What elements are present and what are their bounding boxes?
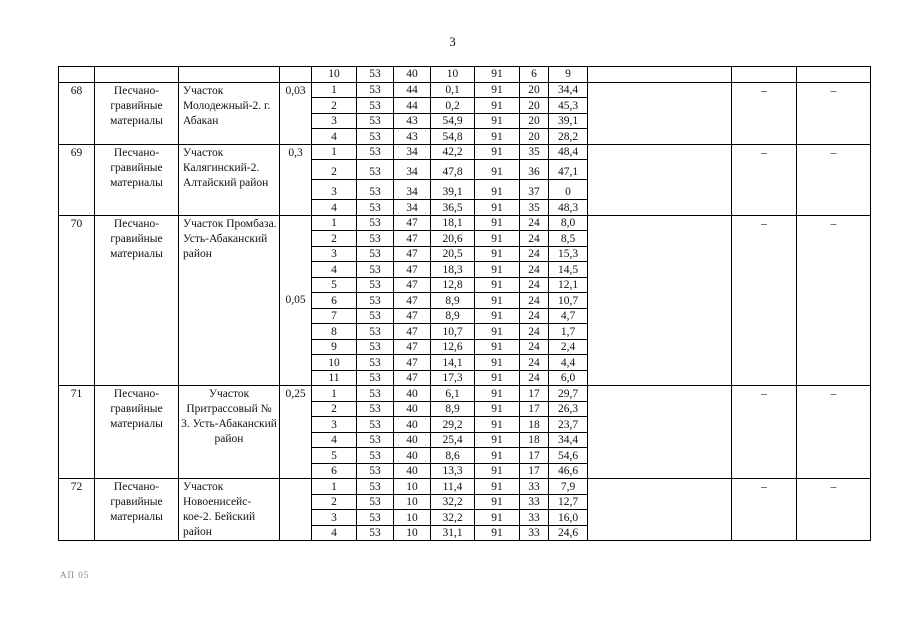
coord-cell: 53 xyxy=(357,448,394,464)
coord-cell: 47 xyxy=(394,355,431,371)
coord-cell: 28,2 xyxy=(549,129,588,145)
point-number: 3 xyxy=(312,417,357,433)
coord-cell: 53 xyxy=(357,231,394,247)
point-number: 2 xyxy=(312,98,357,114)
coord-cell: 26,3 xyxy=(549,401,588,417)
coord-cell: 40 xyxy=(394,401,431,417)
coord-cell: 17 xyxy=(520,448,549,464)
coord-cell: 34 xyxy=(394,180,431,200)
coord-cell: 91 xyxy=(475,293,520,309)
point-number: 1 xyxy=(312,479,357,495)
coord-cell: 47 xyxy=(394,324,431,340)
coord-cell: 40 xyxy=(394,67,431,83)
coord-cell: 53 xyxy=(357,417,394,433)
coord-cell: 91 xyxy=(475,277,520,293)
coord-cell: 47 xyxy=(394,308,431,324)
coord-cell: 53 xyxy=(357,432,394,448)
coord-cell: 18,3 xyxy=(431,262,475,278)
coord-cell: 40 xyxy=(394,448,431,464)
coord-cell: 10 xyxy=(394,494,431,510)
coord-cell: 24 xyxy=(520,370,549,386)
point-number: 5 xyxy=(312,277,357,293)
entry-number: 69 xyxy=(59,144,95,215)
coord-cell: 44 xyxy=(394,98,431,114)
point-number: 11 xyxy=(312,370,357,386)
table-row xyxy=(59,144,871,160)
point-number: 7 xyxy=(312,308,357,324)
coord-cell: 48,4 xyxy=(549,144,588,160)
coord-cell: 17 xyxy=(520,386,549,402)
empty-cell xyxy=(95,67,179,83)
coord-cell: 33 xyxy=(520,525,549,541)
coord-cell: 8,0 xyxy=(549,215,588,231)
area-value: 0,25 xyxy=(280,386,312,479)
point-number: 4 xyxy=(312,129,357,145)
point-number: 4 xyxy=(312,200,357,216)
coord-cell: 33 xyxy=(520,494,549,510)
coord-cell: 91 xyxy=(475,525,520,541)
coord-cell: 8,9 xyxy=(431,308,475,324)
coord-cell: 16,0 xyxy=(549,510,588,526)
coord-cell: 20 xyxy=(520,113,549,129)
coord-cell: 0 xyxy=(549,180,588,200)
point-number: 2 xyxy=(312,401,357,417)
coord-cell: 20,6 xyxy=(431,231,475,247)
coord-cell: 91 xyxy=(475,479,520,495)
coord-cell: 34,4 xyxy=(549,432,588,448)
coord-cell: 33 xyxy=(520,479,549,495)
coord-cell: 0,2 xyxy=(431,98,475,114)
dash-cell: – xyxy=(797,479,871,541)
coord-cell: 47,8 xyxy=(431,160,475,180)
coord-cell: 91 xyxy=(475,463,520,479)
coord-cell: 32,2 xyxy=(431,494,475,510)
dash-cell: – xyxy=(732,479,797,541)
coord-cell: 17,3 xyxy=(431,370,475,386)
coord-cell: 53 xyxy=(357,494,394,510)
coord-cell: 24 xyxy=(520,277,549,293)
material-name: Песчано-гравийные материалы xyxy=(95,144,179,215)
coord-cell: 53 xyxy=(357,386,394,402)
table-row xyxy=(59,67,871,83)
empty-cell xyxy=(59,67,95,83)
coord-cell: 53 xyxy=(357,463,394,479)
coord-cell: 91 xyxy=(475,510,520,526)
point-number: 1 xyxy=(312,144,357,160)
coord-cell: 18,1 xyxy=(431,215,475,231)
coord-cell: 91 xyxy=(475,324,520,340)
coord-cell: 47 xyxy=(394,246,431,262)
coord-cell: 24 xyxy=(520,339,549,355)
coord-cell: 47 xyxy=(394,277,431,293)
coord-cell: 24 xyxy=(520,231,549,247)
coord-cell: 53 xyxy=(357,180,394,200)
site-name: Участок Промбаза. Усть-Абаканский район xyxy=(179,215,280,386)
entry-number: 70 xyxy=(59,215,95,386)
coord-cell: 47,1 xyxy=(549,160,588,180)
area-value: 0,03 xyxy=(280,82,312,144)
point-number: 6 xyxy=(312,293,357,309)
coord-cell: 91 xyxy=(475,67,520,83)
coord-cell: 32,2 xyxy=(431,510,475,526)
coord-cell: 53 xyxy=(357,215,394,231)
point-number: 2 xyxy=(312,494,357,510)
coord-cell: 36 xyxy=(520,160,549,180)
dash-cell: – xyxy=(732,386,797,479)
coord-cell: 35 xyxy=(520,144,549,160)
coord-cell: 1,7 xyxy=(549,324,588,340)
coord-cell: 25,4 xyxy=(431,432,475,448)
coord-cell: 54,6 xyxy=(549,448,588,464)
coord-cell: 91 xyxy=(475,370,520,386)
coord-cell: 40 xyxy=(394,386,431,402)
coord-cell: 20 xyxy=(520,82,549,98)
coord-cell: 91 xyxy=(475,417,520,433)
coord-cell: 6 xyxy=(520,67,549,83)
coord-cell: 4,7 xyxy=(549,308,588,324)
empty-cell xyxy=(588,144,732,215)
coord-cell: 18 xyxy=(520,417,549,433)
coord-cell: 2,4 xyxy=(549,339,588,355)
coord-cell: 91 xyxy=(475,129,520,145)
coord-cell: 91 xyxy=(475,262,520,278)
coord-cell: 24 xyxy=(520,324,549,340)
dash-cell: – xyxy=(797,144,871,215)
material-name: Песчано-гравийные материалы xyxy=(95,82,179,144)
coord-cell: 24 xyxy=(520,355,549,371)
coord-cell: 14,1 xyxy=(431,355,475,371)
coord-cell: 91 xyxy=(475,494,520,510)
coord-cell: 53 xyxy=(357,144,394,160)
coord-cell: 12,7 xyxy=(549,494,588,510)
deposits-table xyxy=(58,66,871,541)
coord-cell: 33 xyxy=(520,510,549,526)
coord-cell: 91 xyxy=(475,215,520,231)
coord-cell: 24,6 xyxy=(549,525,588,541)
coord-cell: 10 xyxy=(394,479,431,495)
coord-cell: 91 xyxy=(475,113,520,129)
coord-cell: 91 xyxy=(475,355,520,371)
empty-cell xyxy=(280,67,312,83)
empty-cell xyxy=(588,479,732,541)
coord-cell: 53 xyxy=(357,262,394,278)
coord-cell: 40 xyxy=(394,432,431,448)
coord-cell: 47 xyxy=(394,262,431,278)
site-name: Участок Новоенисейс-кое-2. Бейский район xyxy=(179,479,280,541)
dash-cell: – xyxy=(732,215,797,386)
coord-cell: 24 xyxy=(520,215,549,231)
coord-cell: 91 xyxy=(475,386,520,402)
coord-cell: 20 xyxy=(520,129,549,145)
coord-cell: 35 xyxy=(520,200,549,216)
coord-cell: 24 xyxy=(520,246,549,262)
coord-cell: 24 xyxy=(520,308,549,324)
point-number: 2 xyxy=(312,160,357,180)
coord-cell: 29,2 xyxy=(431,417,475,433)
empty-cell xyxy=(588,215,732,386)
coord-cell: 4,4 xyxy=(549,355,588,371)
coord-cell: 43 xyxy=(394,113,431,129)
coord-cell: 53 xyxy=(357,525,394,541)
coord-cell: 8,9 xyxy=(431,401,475,417)
coord-cell: 18 xyxy=(520,432,549,448)
coord-cell: 10 xyxy=(394,510,431,526)
coord-cell: 91 xyxy=(475,448,520,464)
point-number: 1 xyxy=(312,386,357,402)
coord-cell: 12,8 xyxy=(431,277,475,293)
dash-cell: – xyxy=(732,82,797,144)
point-number: 3 xyxy=(312,510,357,526)
material-name: Песчано-гравийные материалы xyxy=(95,386,179,479)
coord-cell: 6,0 xyxy=(549,370,588,386)
site-name: Участок Притрассовый № 3. Усть-Абаканский район xyxy=(179,386,280,479)
entry-number: 72 xyxy=(59,479,95,541)
coord-cell: 53 xyxy=(357,293,394,309)
coord-cell: 42,2 xyxy=(431,144,475,160)
coord-cell: 47 xyxy=(394,370,431,386)
coord-cell: 54,9 xyxy=(431,113,475,129)
coord-cell: 37 xyxy=(520,180,549,200)
coord-cell: 53 xyxy=(357,401,394,417)
coord-cell: 17 xyxy=(520,401,549,417)
coord-cell: 91 xyxy=(475,180,520,200)
coord-cell: 53 xyxy=(357,324,394,340)
coord-cell: 10,7 xyxy=(431,324,475,340)
coord-cell: 48,3 xyxy=(549,200,588,216)
coord-cell: 39,1 xyxy=(431,180,475,200)
point-number: 6 xyxy=(312,463,357,479)
table-row xyxy=(59,386,871,402)
coord-cell: 34 xyxy=(394,144,431,160)
empty-cell xyxy=(179,67,280,83)
coord-cell: 53 xyxy=(357,200,394,216)
coord-cell: 20,5 xyxy=(431,246,475,262)
coord-cell: 8,6 xyxy=(431,448,475,464)
point-number: 5 xyxy=(312,448,357,464)
coord-cell: 34 xyxy=(394,200,431,216)
coord-cell: 24 xyxy=(520,262,549,278)
material-name: Песчано-гравийные материалы xyxy=(95,479,179,541)
area-value: 0,3 xyxy=(280,144,312,215)
coord-cell: 10 xyxy=(394,525,431,541)
coord-cell: 12,1 xyxy=(549,277,588,293)
empty-cell xyxy=(797,67,871,83)
coord-cell: 53 xyxy=(357,277,394,293)
entry-number: 71 xyxy=(59,386,95,479)
point-number: 3 xyxy=(312,246,357,262)
coord-cell: 15,3 xyxy=(549,246,588,262)
coord-cell: 53 xyxy=(357,160,394,180)
entry-number: 68 xyxy=(59,82,95,144)
coord-cell: 91 xyxy=(475,98,520,114)
coord-cell: 23,7 xyxy=(549,417,588,433)
point-number: 10 xyxy=(312,355,357,371)
area-value: 0,05 xyxy=(280,215,312,386)
empty-cell xyxy=(588,67,732,83)
coord-cell: 9 xyxy=(549,67,588,83)
coord-cell: 53 xyxy=(357,113,394,129)
coord-cell: 31,1 xyxy=(431,525,475,541)
coord-cell: 46,6 xyxy=(549,463,588,479)
coord-cell: 91 xyxy=(475,246,520,262)
coord-cell: 91 xyxy=(475,432,520,448)
coord-cell: 12,6 xyxy=(431,339,475,355)
coord-cell: 34 xyxy=(394,160,431,180)
dash-cell: – xyxy=(797,82,871,144)
site-name: Участок Калягинский-2. Алтайский район xyxy=(179,144,280,215)
coord-cell: 14,5 xyxy=(549,262,588,278)
coord-cell: 11,4 xyxy=(431,479,475,495)
coord-cell: 53 xyxy=(357,67,394,83)
coord-cell: 54,8 xyxy=(431,129,475,145)
coord-cell: 8,5 xyxy=(549,231,588,247)
coord-cell: 91 xyxy=(475,401,520,417)
point-number: 4 xyxy=(312,525,357,541)
coord-cell: 47 xyxy=(394,339,431,355)
coord-cell: 20 xyxy=(520,98,549,114)
coord-cell: 0,1 xyxy=(431,82,475,98)
coord-cell: 47 xyxy=(394,293,431,309)
coord-cell: 36,5 xyxy=(431,200,475,216)
point-number: 9 xyxy=(312,339,357,355)
coord-cell: 6,1 xyxy=(431,386,475,402)
coord-cell: 8,9 xyxy=(431,293,475,309)
coord-cell: 91 xyxy=(475,339,520,355)
dash-cell: – xyxy=(732,144,797,215)
coord-cell: 53 xyxy=(357,246,394,262)
coord-cell: 13,3 xyxy=(431,463,475,479)
point-number: 1 xyxy=(312,215,357,231)
page-number: 3 xyxy=(449,34,456,49)
coord-cell: 40 xyxy=(394,463,431,479)
coord-cell: 10 xyxy=(312,67,357,83)
coord-cell: 45,3 xyxy=(549,98,588,114)
area-value xyxy=(280,479,312,541)
coord-cell: 7,9 xyxy=(549,479,588,495)
point-number: 8 xyxy=(312,324,357,340)
table-row xyxy=(59,479,871,495)
material-name: Песчано-гравийные материалы xyxy=(95,215,179,386)
coord-cell: 53 xyxy=(357,355,394,371)
coord-cell: 43 xyxy=(394,129,431,145)
coord-cell: 53 xyxy=(357,129,394,145)
coord-cell: 91 xyxy=(475,308,520,324)
coord-cell: 40 xyxy=(394,417,431,433)
coord-cell: 44 xyxy=(394,82,431,98)
coord-cell: 17 xyxy=(520,463,549,479)
coord-cell: 91 xyxy=(475,144,520,160)
coord-cell: 53 xyxy=(357,370,394,386)
coord-cell: 47 xyxy=(394,215,431,231)
dash-cell: – xyxy=(797,215,871,386)
coord-cell: 91 xyxy=(475,231,520,247)
coord-cell: 34,4 xyxy=(549,82,588,98)
empty-cell xyxy=(588,386,732,479)
coord-cell: 24 xyxy=(520,293,549,309)
coord-cell: 53 xyxy=(357,98,394,114)
coord-cell: 39,1 xyxy=(549,113,588,129)
table-row xyxy=(59,215,871,231)
dash-cell: – xyxy=(797,386,871,479)
coord-cell: 10 xyxy=(431,67,475,83)
footer-mark: АП 05 xyxy=(60,570,90,580)
empty-cell xyxy=(732,67,797,83)
coord-cell: 10,7 xyxy=(549,293,588,309)
point-number: 1 xyxy=(312,82,357,98)
coord-cell: 91 xyxy=(475,82,520,98)
coord-cell: 91 xyxy=(475,160,520,180)
coord-cell: 53 xyxy=(357,479,394,495)
coord-cell: 53 xyxy=(357,510,394,526)
coord-cell: 91 xyxy=(475,200,520,216)
point-number: 3 xyxy=(312,180,357,200)
table-row xyxy=(59,82,871,98)
point-number: 4 xyxy=(312,432,357,448)
coord-cell: 53 xyxy=(357,308,394,324)
empty-cell xyxy=(588,82,732,144)
coord-cell: 47 xyxy=(394,231,431,247)
coord-cell: 53 xyxy=(357,82,394,98)
point-number: 2 xyxy=(312,231,357,247)
point-number: 3 xyxy=(312,113,357,129)
coord-cell: 53 xyxy=(357,339,394,355)
coord-cell: 29,7 xyxy=(549,386,588,402)
site-name: Участок Молодежный-2. г. Абакан xyxy=(179,82,280,144)
point-number: 4 xyxy=(312,262,357,278)
